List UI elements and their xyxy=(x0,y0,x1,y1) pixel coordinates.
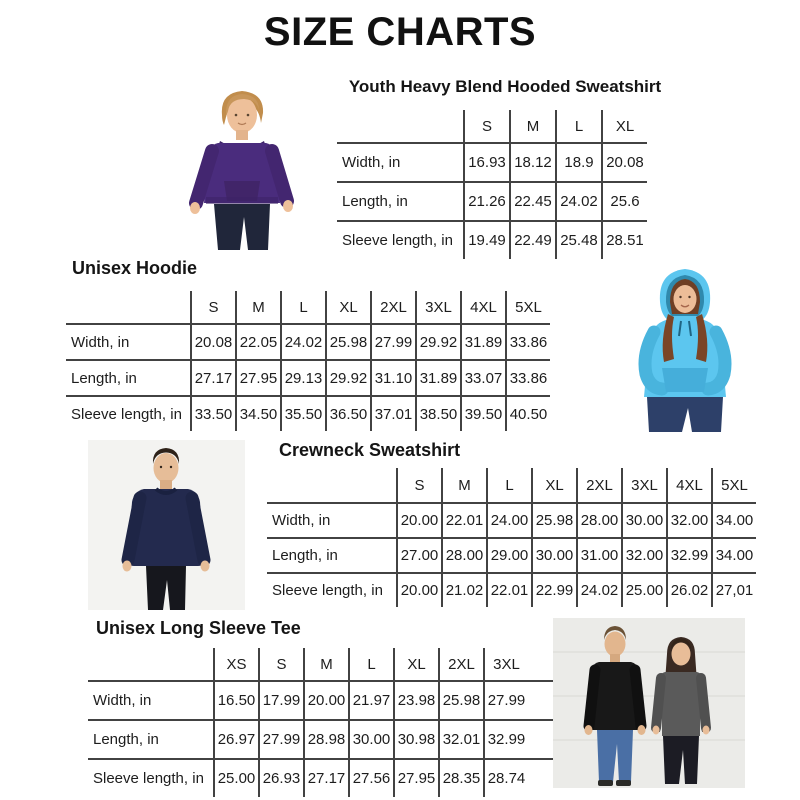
corner-cell xyxy=(88,648,214,681)
size-value-cell: 28.74 xyxy=(484,759,528,797)
size-value-cell: 32.99 xyxy=(667,538,712,573)
size-value-cell: 21.97 xyxy=(349,681,394,720)
size-column-header: S xyxy=(259,648,304,681)
size-column-header: M xyxy=(236,291,281,324)
size-value-cell: 26.02 xyxy=(667,573,712,607)
size-column-header: M xyxy=(442,468,487,503)
man-face xyxy=(154,453,179,483)
size-value-cell: 29.13 xyxy=(281,360,326,396)
size-value-cell: 33.50 xyxy=(191,396,236,431)
section-heading-crewneck: Crewneck Sweatshirt xyxy=(279,440,461,460)
couple-man-face xyxy=(605,632,626,657)
size-value-cell: 22.45 xyxy=(510,182,556,221)
size-column-header: XL xyxy=(532,468,577,503)
size-value-cell: 31.00 xyxy=(577,538,622,573)
size-value-cell: 30.00 xyxy=(532,538,577,573)
size-column-header: 2XL xyxy=(577,468,622,503)
size-column-header: M xyxy=(510,110,556,143)
size-column-header: 3XL xyxy=(416,291,461,324)
size-value-cell: 30.00 xyxy=(349,720,394,759)
size-column-header: XL xyxy=(326,291,371,324)
unisex-hoodie-size-table xyxy=(66,291,550,431)
size-value-cell: 25.98 xyxy=(532,503,577,538)
size-value-cell: 25.6 xyxy=(602,182,647,221)
size-value-cell: 32.99 xyxy=(484,720,528,759)
size-column-header: 3XL xyxy=(484,648,528,681)
size-value-cell: 34.00 xyxy=(712,538,756,573)
size-column-header: L xyxy=(281,291,326,324)
woman-in-sky-blue-hoodie-illustration xyxy=(600,262,770,432)
size-value-cell: 24.02 xyxy=(577,573,622,607)
corner-cell xyxy=(337,110,464,143)
size-value-cell: 32.01 xyxy=(439,720,484,759)
unisex-hoodie-model-photo xyxy=(600,262,770,432)
size-value-cell: 23.98 xyxy=(394,681,439,720)
row-label: Sleeve length, in xyxy=(337,221,464,259)
size-value-cell: 27.95 xyxy=(394,759,439,797)
size-header-row xyxy=(88,648,558,681)
size-value-cell: 33.86 xyxy=(506,324,550,360)
size-column-header: 4XL xyxy=(667,468,712,503)
size-value-cell: 18.9 xyxy=(556,143,602,182)
size-value-cell: 20.08 xyxy=(191,324,236,360)
row-label: Width, in xyxy=(66,324,191,360)
row-label: Width, in xyxy=(267,503,397,538)
size-value-cell: 25.48 xyxy=(556,221,602,259)
size-table-row xyxy=(267,573,756,607)
size-table-row xyxy=(66,324,550,360)
size-value-cell: 30.00 xyxy=(622,503,667,538)
size-value-cell: 22.05 xyxy=(236,324,281,360)
size-value-cell: 24.02 xyxy=(281,324,326,360)
woman-face xyxy=(674,285,697,313)
size-value-cell: 27.95 xyxy=(236,360,281,396)
size-value-cell: 20.08 xyxy=(602,143,647,182)
size-table-row xyxy=(88,720,558,759)
size-value-cell: 28.35 xyxy=(439,759,484,797)
size-column-header: XS xyxy=(214,648,259,681)
size-value-cell: 28.98 xyxy=(304,720,349,759)
size-column-header: 3XL xyxy=(622,468,667,503)
size-column-header: XL xyxy=(602,110,647,143)
size-table-row xyxy=(267,503,756,538)
size-value-cell: 32.00 xyxy=(622,538,667,573)
size-value-cell: 17.99 xyxy=(259,681,304,720)
size-column-header: M xyxy=(304,648,349,681)
size-value-cell: 27.99 xyxy=(484,681,528,720)
row-label: Sleeve length, in xyxy=(66,396,191,431)
youth-purple-hoodie-photo xyxy=(160,85,325,250)
size-value-cell: 28.51 xyxy=(602,221,647,259)
size-value-cell: 35.50 xyxy=(281,396,326,431)
size-table-row xyxy=(337,143,647,182)
size-column-header: L xyxy=(349,648,394,681)
size-column-header: 5XL xyxy=(506,291,550,324)
section-heading-youth: Youth Heavy Blend Hooded Sweatshirt xyxy=(348,77,662,96)
crewneck-size-table xyxy=(267,468,756,607)
size-value-cell: 22.01 xyxy=(442,503,487,538)
size-value-cell: 27.00 xyxy=(397,538,442,573)
size-value-cell: 22.49 xyxy=(510,221,556,259)
row-label: Width, in xyxy=(88,681,214,720)
size-value-cell: 34.00 xyxy=(712,503,756,538)
size-value-cell: 16.93 xyxy=(464,143,510,182)
size-table-row xyxy=(88,759,558,797)
size-value-cell: 27.17 xyxy=(191,360,236,396)
size-header-row xyxy=(337,110,647,143)
size-table-row xyxy=(337,182,647,221)
size-value-cell: 29.92 xyxy=(326,360,371,396)
row-label: Sleeve length, in xyxy=(267,573,397,607)
size-value-cell: 39.50 xyxy=(461,396,506,431)
size-column-header: 5XL xyxy=(712,468,756,503)
size-value-cell: 19.49 xyxy=(464,221,510,259)
size-value-cell: 30.98 xyxy=(394,720,439,759)
man-in-navy-crewneck-illustration xyxy=(88,440,245,610)
boy-in-purple-hoodie-illustration xyxy=(160,85,325,250)
size-value-cell: 28.00 xyxy=(577,503,622,538)
size-value-cell: 40.50 xyxy=(506,396,550,431)
size-value-cell: 31.89 xyxy=(416,360,461,396)
couple-woman-face xyxy=(672,643,691,666)
size-value-cell: 22.01 xyxy=(487,573,532,607)
size-value-cell: 29.00 xyxy=(487,538,532,573)
size-value-cell: 20.00 xyxy=(304,681,349,720)
size-table-row xyxy=(66,360,550,396)
size-value-cell: 38.50 xyxy=(416,396,461,431)
row-label: Sleeve length, in xyxy=(88,759,214,797)
size-column-header: S xyxy=(397,468,442,503)
couple-in-long-sleeve-tees-illustration xyxy=(553,618,745,788)
size-value-cell: 26.93 xyxy=(259,759,304,797)
size-value-cell: 26.97 xyxy=(214,720,259,759)
corner-cell xyxy=(267,468,397,503)
size-value-cell: 33.07 xyxy=(461,360,506,396)
size-column-header: 4XL xyxy=(461,291,506,324)
row-label: Length, in xyxy=(267,538,397,573)
size-column-header: L xyxy=(487,468,532,503)
size-value-cell: 27,01 xyxy=(712,573,756,607)
row-label: Length, in xyxy=(66,360,191,396)
size-value-cell: 33.86 xyxy=(506,360,550,396)
size-value-cell: 27.56 xyxy=(349,759,394,797)
size-value-cell: 24.00 xyxy=(487,503,532,538)
size-value-cell: 22.99 xyxy=(532,573,577,607)
size-value-cell: 20.00 xyxy=(397,573,442,607)
corner-cell xyxy=(66,291,191,324)
size-value-cell: 16.50 xyxy=(214,681,259,720)
youth-size-table xyxy=(337,110,647,259)
size-value-cell: 25.00 xyxy=(214,759,259,797)
size-value-cell: 21.02 xyxy=(442,573,487,607)
size-column-header: 2XL xyxy=(371,291,416,324)
size-value-cell: 20.00 xyxy=(397,503,442,538)
size-value-cell: 37.01 xyxy=(371,396,416,431)
row-label: Length, in xyxy=(337,182,464,221)
page-title: SIZE CHARTS xyxy=(263,10,537,54)
size-table-row xyxy=(337,221,647,259)
crewneck-model-photo xyxy=(88,440,245,610)
size-column-header: L xyxy=(556,110,602,143)
size-header-row xyxy=(267,468,756,503)
size-column-header: S xyxy=(191,291,236,324)
size-value-cell: 21.26 xyxy=(464,182,510,221)
long-sleeve-tee-models-photo xyxy=(553,618,745,788)
size-value-cell: 31.10 xyxy=(371,360,416,396)
size-value-cell: 25.98 xyxy=(326,324,371,360)
size-value-cell: 27.99 xyxy=(371,324,416,360)
size-column-header: 2XL xyxy=(439,648,484,681)
size-value-cell: 27.17 xyxy=(304,759,349,797)
size-column-header: XL xyxy=(394,648,439,681)
size-table-row xyxy=(267,538,756,573)
size-table-row xyxy=(66,396,550,431)
long-sleeve-tee-size-table xyxy=(88,648,558,797)
row-label: Width, in xyxy=(337,143,464,182)
size-value-cell: 34.50 xyxy=(236,396,281,431)
size-value-cell: 31.89 xyxy=(461,324,506,360)
size-value-cell: 25.00 xyxy=(622,573,667,607)
size-value-cell: 25.98 xyxy=(439,681,484,720)
size-table-row xyxy=(88,681,558,720)
size-value-cell: 36.50 xyxy=(326,396,371,431)
size-value-cell: 32.00 xyxy=(667,503,712,538)
section-heading-unisex-hoodie: Unisex Hoodie xyxy=(72,258,198,278)
size-value-cell: 29.92 xyxy=(416,324,461,360)
section-heading-long-sleeve-tee: Unisex Long Sleeve Tee xyxy=(96,618,301,638)
size-value-cell: 28.00 xyxy=(442,538,487,573)
size-value-cell: 24.02 xyxy=(556,182,602,221)
size-value-cell: 27.99 xyxy=(259,720,304,759)
row-label: Length, in xyxy=(88,720,214,759)
size-column-header: S xyxy=(464,110,510,143)
size-header-row xyxy=(66,291,550,324)
size-value-cell: 18.12 xyxy=(510,143,556,182)
